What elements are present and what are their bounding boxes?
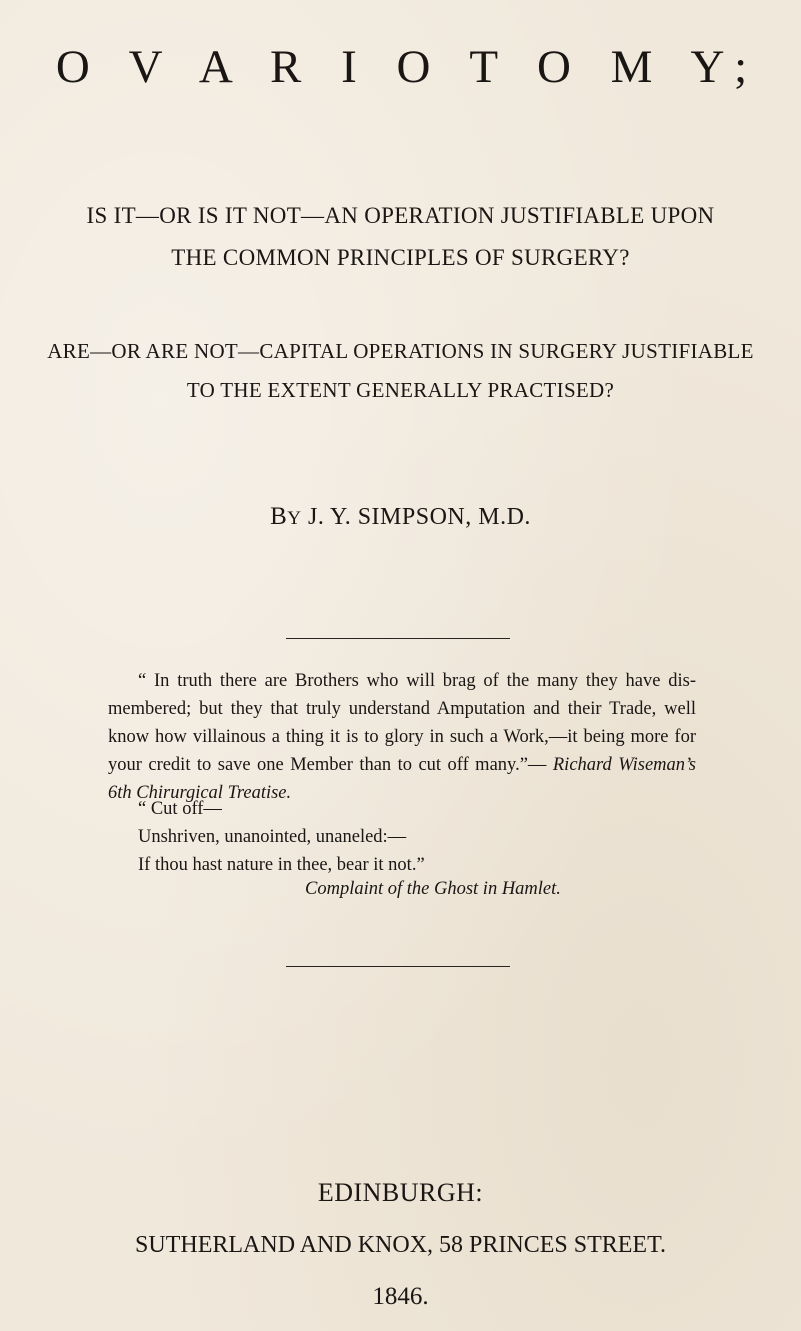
question-one-line-1: IS IT—OR IS IT NOT—AN OPERATION JUSTIFIABLE UPON [86,203,715,228]
book-title: O V A R I O T O M Y; [55,41,762,93]
imprint-city: EDINBURGH: [317,1178,484,1207]
hamlet-line-1: “ Cut off— [138,799,222,819]
imprint-year: 1846. [372,1283,429,1310]
imprint-publisher: SUTHERLAND AND KNOX, 58 PRINCES STREET. [135,1232,666,1258]
divider-bottom [286,966,510,967]
question-two-line-2: TO THE EXTENT GENERALLY PRACTISED? [186,378,615,402]
divider-top [286,638,510,639]
question-two-line-1: ARE—OR ARE NOT—CAPITAL OPERATIONS IN SURGERY JUSTIFIABLE [47,339,754,363]
epigraph-wiseman-text: “ In truth there are Brothers who will brag of the many they have dis-membered; but they that truly understand Amputation and their Trade, well know how villainous a thing it is to glory in such a Work,—it being more for your credit to save one Member than to cut off many.”— [108,671,696,775]
hamlet-line-3: If thou hast nature in thee, bear it not.” [138,855,425,875]
epigraph-wiseman [108,667,696,807]
author-byline [0,503,801,531]
author-name: J. Y. SIMPSON, M.D. [308,504,531,530]
epigraph-hamlet [138,795,425,879]
question-one-line-2: THE COMMON PRINCIPLES OF SURGERY? [171,245,630,270]
byline-prefix-initial: B [270,503,288,530]
epigraph-hamlet-citation: Complaint of the Ghost in Hamlet. [305,879,561,899]
hamlet-line-2: Unshriven, unanointed, unaneled:— [138,827,407,847]
epigraph-wiseman-citation: Richard Wiseman’s 6th Chirurgical Treatise. [108,755,697,803]
byline-prefix-rest: Y [287,508,302,529]
